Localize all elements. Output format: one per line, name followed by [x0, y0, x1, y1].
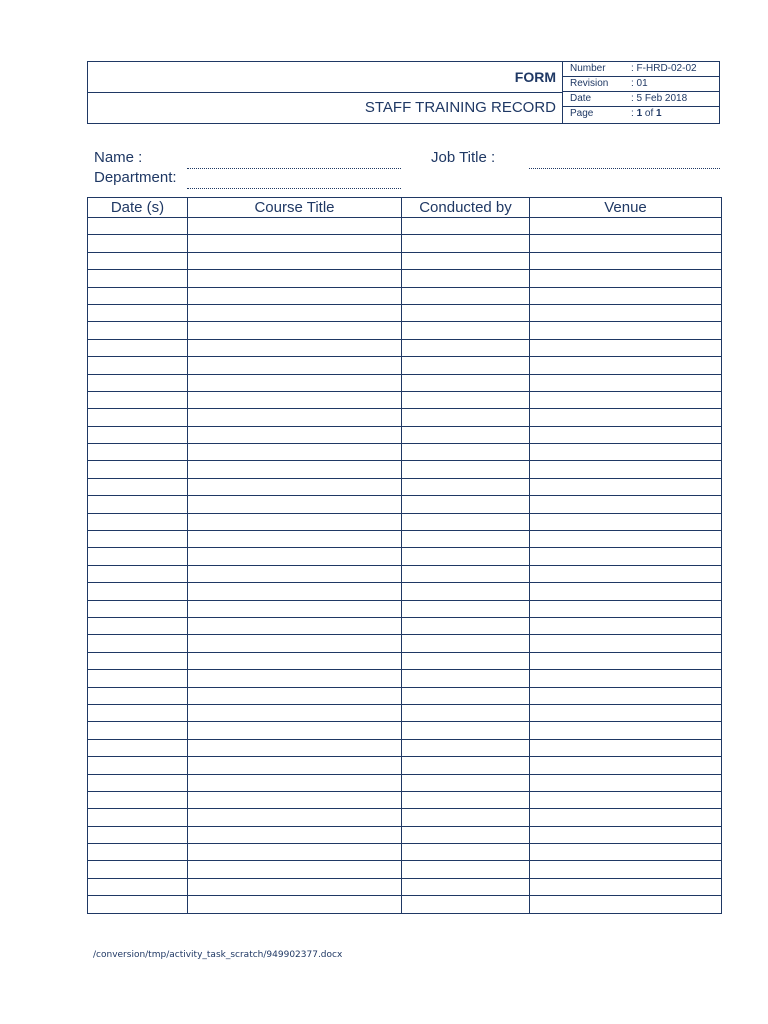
meta-number-label: Number [570, 63, 606, 74]
conducted-by-cell[interactable] [402, 287, 530, 304]
course-title-cell[interactable] [188, 270, 402, 287]
course-title-cell[interactable] [188, 252, 402, 269]
venue-cell[interactable] [530, 826, 722, 843]
venue-cell[interactable] [530, 391, 722, 408]
table-row [88, 844, 722, 861]
meta-page-prefix: : [631, 108, 637, 119]
form-header [87, 61, 720, 124]
venue-cell[interactable] [530, 687, 722, 704]
table-row [88, 513, 722, 530]
course-title-cell[interactable] [188, 409, 402, 426]
conducted-by-cell[interactable] [402, 339, 530, 356]
meta-page-number: 1 [636, 108, 643, 119]
venue-cell[interactable] [530, 652, 722, 669]
table-row [88, 304, 722, 321]
table-row [88, 617, 722, 634]
course-title-cell[interactable] [188, 826, 402, 843]
table-row [88, 565, 722, 582]
date-cell[interactable] [88, 322, 188, 339]
course-title-cell[interactable] [188, 635, 402, 652]
table-row [88, 826, 722, 843]
meta-date-label: Date [570, 93, 592, 104]
name-label: Name : [94, 149, 143, 166]
conducted-by-cell[interactable] [402, 826, 530, 843]
meta-number-row [563, 62, 719, 77]
venue-cell[interactable] [530, 548, 722, 565]
venue-cell[interactable] [530, 809, 722, 826]
venue-cell[interactable] [530, 357, 722, 374]
venue-cell[interactable] [530, 218, 722, 235]
date-cell[interactable] [88, 235, 188, 252]
conducted-by-cell[interactable] [402, 322, 530, 339]
venue-cell[interactable] [530, 426, 722, 443]
date-cell[interactable] [88, 339, 188, 356]
course-title-cell[interactable] [188, 235, 402, 252]
meta-number-value: : F-HRD-02-02 [631, 63, 697, 74]
date-cell[interactable] [88, 896, 188, 913]
conducted-by-cell[interactable] [402, 565, 530, 582]
conducted-by-cell[interactable] [402, 774, 530, 791]
table-row [88, 757, 722, 774]
meta-revision-row [563, 77, 719, 92]
meta-date-value: : 5 Feb 2018 [631, 93, 688, 104]
conducted-by-cell[interactable] [402, 878, 530, 895]
date-cell[interactable] [88, 357, 188, 374]
venue-cell[interactable] [530, 531, 722, 548]
course-title-cell[interactable] [188, 496, 402, 513]
course-title-cell[interactable] [188, 670, 402, 687]
table-row [88, 339, 722, 356]
course-title-cell[interactable] [188, 218, 402, 235]
column-header-conducted-by: Conducted by [402, 198, 530, 218]
date-cell[interactable] [88, 426, 188, 443]
table-row [88, 426, 722, 443]
course-title-cell[interactable] [188, 617, 402, 634]
table-row [88, 687, 722, 704]
conducted-by-cell[interactable] [402, 270, 530, 287]
date-cell[interactable] [88, 218, 188, 235]
conducted-by-cell[interactable] [402, 791, 530, 808]
date-cell[interactable] [88, 548, 188, 565]
date-cell[interactable] [88, 635, 188, 652]
venue-cell[interactable] [530, 704, 722, 721]
course-title-cell[interactable] [188, 287, 402, 304]
venue-cell[interactable] [530, 757, 722, 774]
conducted-by-cell[interactable] [402, 218, 530, 235]
date-cell[interactable] [88, 687, 188, 704]
date-cell[interactable] [88, 809, 188, 826]
venue-cell[interactable] [530, 287, 722, 304]
document-title: STAFF TRAINING RECORD [364, 99, 556, 116]
date-cell[interactable] [88, 391, 188, 408]
department-label: Department: [94, 169, 177, 186]
course-title-cell[interactable] [188, 757, 402, 774]
table-row [88, 878, 722, 895]
conducted-by-cell[interactable] [402, 444, 530, 461]
table-row [88, 270, 722, 287]
meta-page-row [563, 107, 719, 122]
table-row [88, 444, 722, 461]
course-title-cell[interactable] [188, 687, 402, 704]
date-cell[interactable] [88, 826, 188, 843]
date-cell[interactable] [88, 374, 188, 391]
table-row [88, 322, 722, 339]
course-title-cell[interactable] [188, 461, 402, 478]
course-title-cell[interactable] [188, 878, 402, 895]
table-row [88, 896, 722, 913]
conducted-by-cell[interactable] [402, 583, 530, 600]
venue-cell[interactable] [530, 878, 722, 895]
date-cell[interactable] [88, 444, 188, 461]
conducted-by-cell[interactable] [402, 757, 530, 774]
conducted-by-cell[interactable] [402, 635, 530, 652]
venue-cell[interactable] [530, 322, 722, 339]
conducted-by-cell[interactable] [402, 531, 530, 548]
document-meta-block [563, 62, 719, 123]
date-cell[interactable] [88, 791, 188, 808]
footer-file-path: /conversion/tmp/activity_task_scratch/949902377.docx [93, 950, 343, 960]
conducted-by-cell[interactable] [402, 739, 530, 756]
venue-cell[interactable] [530, 270, 722, 287]
conducted-by-cell[interactable] [402, 461, 530, 478]
course-title-cell[interactable] [188, 722, 402, 739]
course-title-cell[interactable] [188, 548, 402, 565]
table-row [88, 722, 722, 739]
table-header-row [88, 198, 722, 218]
date-cell[interactable] [88, 652, 188, 669]
course-title-cell[interactable] [188, 739, 402, 756]
date-cell[interactable] [88, 704, 188, 721]
venue-cell[interactable] [530, 565, 722, 582]
course-title-cell[interactable] [188, 357, 402, 374]
course-title-cell[interactable] [188, 513, 402, 530]
date-cell[interactable] [88, 739, 188, 756]
table-row [88, 652, 722, 669]
table-row [88, 861, 722, 878]
conducted-by-cell[interactable] [402, 809, 530, 826]
conducted-by-cell[interactable] [402, 478, 530, 495]
course-title-cell[interactable] [188, 896, 402, 913]
column-header-date: Date (s) [88, 198, 188, 218]
training-record-table [87, 197, 722, 914]
venue-cell[interactable] [530, 461, 722, 478]
department-field[interactable] [187, 188, 401, 189]
table-row [88, 287, 722, 304]
venue-cell[interactable] [530, 496, 722, 513]
venue-cell[interactable] [530, 722, 722, 739]
conducted-by-cell[interactable] [402, 357, 530, 374]
meta-page-total: 1 [656, 108, 662, 119]
venue-cell[interactable] [530, 304, 722, 321]
date-cell[interactable] [88, 722, 188, 739]
conducted-by-cell[interactable] [402, 496, 530, 513]
job-title-field[interactable] [529, 168, 720, 169]
table-row [88, 670, 722, 687]
course-title-cell[interactable] [188, 809, 402, 826]
column-header-venue: Venue [530, 198, 722, 218]
table-row [88, 357, 722, 374]
venue-cell[interactable] [530, 478, 722, 495]
conducted-by-cell[interactable] [402, 652, 530, 669]
conducted-by-cell[interactable] [402, 600, 530, 617]
course-title-cell[interactable] [188, 861, 402, 878]
conducted-by-cell[interactable] [402, 391, 530, 408]
venue-cell[interactable] [530, 774, 722, 791]
conducted-by-cell[interactable] [402, 617, 530, 634]
venue-cell[interactable] [530, 670, 722, 687]
table-body [88, 218, 722, 914]
course-title-cell[interactable] [188, 844, 402, 861]
date-cell[interactable] [88, 409, 188, 426]
venue-cell[interactable] [530, 252, 722, 269]
conducted-by-cell[interactable] [402, 704, 530, 721]
conducted-by-cell[interactable] [402, 896, 530, 913]
meta-date-row [563, 92, 719, 107]
column-header-course-title: Course Title [188, 198, 402, 218]
venue-cell[interactable] [530, 513, 722, 530]
date-cell[interactable] [88, 252, 188, 269]
course-title-cell[interactable] [188, 391, 402, 408]
date-cell[interactable] [88, 270, 188, 287]
course-title-cell[interactable] [188, 374, 402, 391]
date-cell[interactable] [88, 774, 188, 791]
table-row [88, 374, 722, 391]
date-cell[interactable] [88, 844, 188, 861]
date-cell[interactable] [88, 513, 188, 530]
meta-revision-label: Revision [570, 78, 609, 89]
venue-cell[interactable] [530, 339, 722, 356]
venue-cell[interactable] [530, 791, 722, 808]
date-cell[interactable] [88, 461, 188, 478]
venue-cell[interactable] [530, 635, 722, 652]
venue-cell[interactable] [530, 444, 722, 461]
venue-cell[interactable] [530, 409, 722, 426]
date-cell[interactable] [88, 304, 188, 321]
table-row [88, 478, 722, 495]
date-cell[interactable] [88, 496, 188, 513]
conducted-by-cell[interactable] [402, 548, 530, 565]
name-field[interactable] [187, 168, 401, 169]
venue-cell[interactable] [530, 235, 722, 252]
course-title-cell[interactable] [188, 322, 402, 339]
conducted-by-cell[interactable] [402, 252, 530, 269]
course-title-cell[interactable] [188, 791, 402, 808]
course-title-cell[interactable] [188, 339, 402, 356]
meta-page-label: Page [570, 108, 594, 119]
conducted-by-cell[interactable] [402, 670, 530, 687]
form-label: FORM [514, 69, 556, 85]
table-row [88, 548, 722, 565]
venue-cell[interactable] [530, 583, 722, 600]
conducted-by-cell[interactable] [402, 513, 530, 530]
course-title-cell[interactable] [188, 426, 402, 443]
job-title-label: Job Title : [431, 149, 496, 166]
venue-cell[interactable] [530, 844, 722, 861]
table-row [88, 600, 722, 617]
date-cell[interactable] [88, 287, 188, 304]
course-title-cell[interactable] [188, 304, 402, 321]
venue-cell[interactable] [530, 739, 722, 756]
table-row [88, 809, 722, 826]
conducted-by-cell[interactable] [402, 687, 530, 704]
table-row [88, 531, 722, 548]
venue-cell[interactable] [530, 896, 722, 913]
conducted-by-cell[interactable] [402, 235, 530, 252]
table-row [88, 704, 722, 721]
meta-page-value [631, 108, 662, 119]
meta-revision-value: : 01 [631, 78, 648, 89]
table-row [88, 791, 722, 808]
table-row [88, 583, 722, 600]
form-title-block [88, 62, 563, 123]
conducted-by-cell[interactable] [402, 409, 530, 426]
course-title-cell[interactable] [188, 774, 402, 791]
date-cell[interactable] [88, 565, 188, 582]
table-row [88, 496, 722, 513]
table-row [88, 252, 722, 269]
table-row [88, 461, 722, 478]
table-row [88, 391, 722, 408]
table-row [88, 409, 722, 426]
course-title-cell[interactable] [188, 478, 402, 495]
conducted-by-cell[interactable] [402, 304, 530, 321]
date-cell[interactable] [88, 531, 188, 548]
meta-page-of: of [642, 108, 657, 119]
table-row [88, 774, 722, 791]
date-cell[interactable] [88, 861, 188, 878]
course-title-cell[interactable] [188, 583, 402, 600]
course-title-cell[interactable] [188, 652, 402, 669]
course-title-cell[interactable] [188, 531, 402, 548]
date-cell[interactable] [88, 583, 188, 600]
conducted-by-cell[interactable] [402, 374, 530, 391]
date-cell[interactable] [88, 878, 188, 895]
conducted-by-cell[interactable] [402, 722, 530, 739]
course-title-cell[interactable] [188, 704, 402, 721]
conducted-by-cell[interactable] [402, 426, 530, 443]
date-cell[interactable] [88, 617, 188, 634]
venue-cell[interactable] [530, 600, 722, 617]
table-row [88, 635, 722, 652]
table-row [88, 235, 722, 252]
venue-cell[interactable] [530, 861, 722, 878]
venue-cell[interactable] [530, 374, 722, 391]
date-cell[interactable] [88, 670, 188, 687]
venue-cell[interactable] [530, 617, 722, 634]
date-cell[interactable] [88, 478, 188, 495]
table-row [88, 739, 722, 756]
date-cell[interactable] [88, 757, 188, 774]
form-label-row [88, 62, 562, 93]
date-cell[interactable] [88, 600, 188, 617]
table-row [88, 218, 722, 235]
course-title-cell[interactable] [188, 565, 402, 582]
course-title-cell[interactable] [188, 444, 402, 461]
conducted-by-cell[interactable] [402, 861, 530, 878]
course-title-cell[interactable] [188, 600, 402, 617]
conducted-by-cell[interactable] [402, 844, 530, 861]
